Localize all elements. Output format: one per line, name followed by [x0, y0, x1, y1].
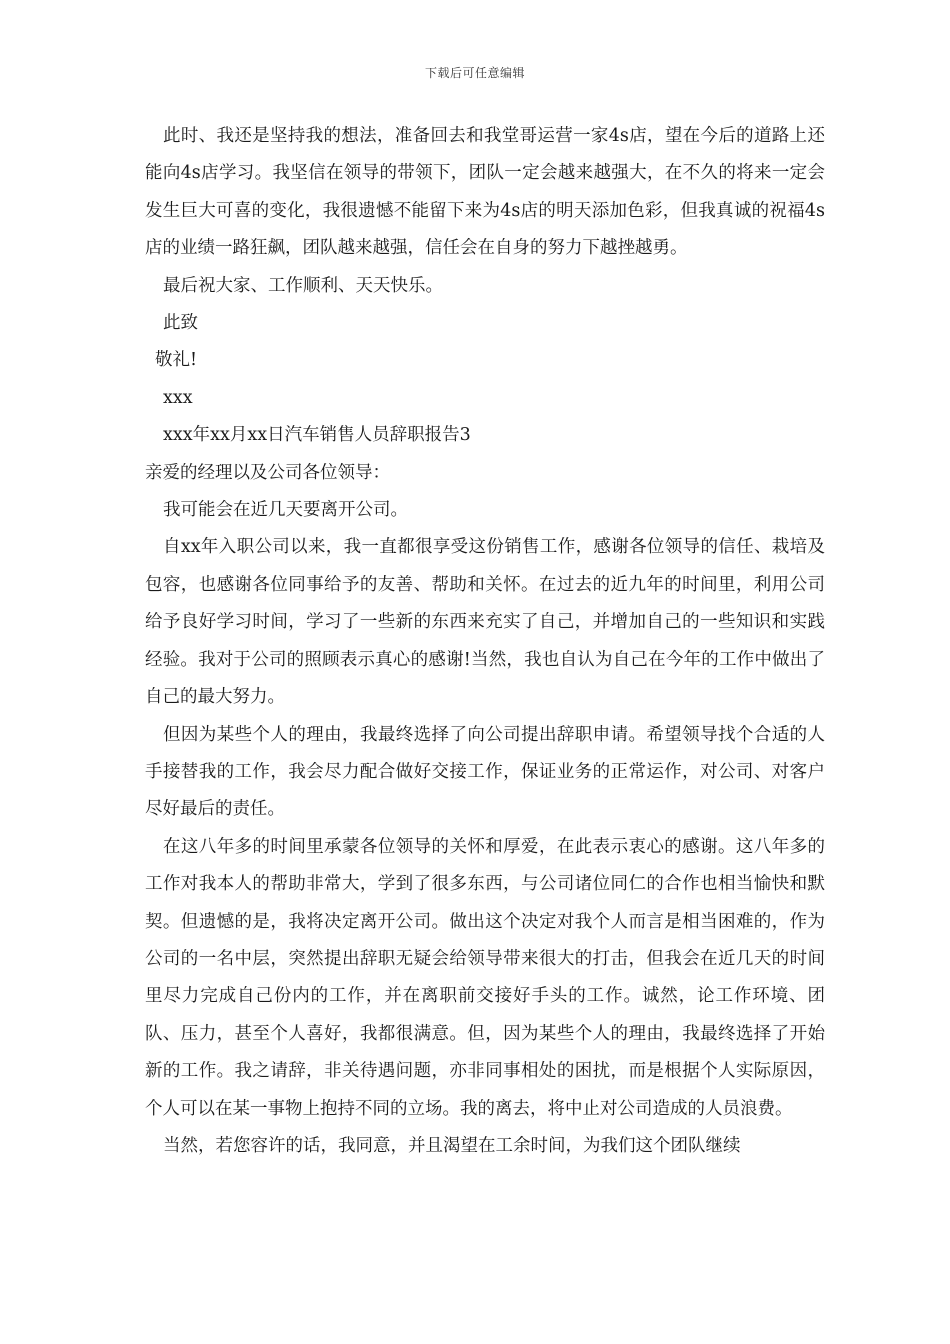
- document-body: [145, 118, 825, 1165]
- paragraph-eight-years: 在这八年多的时间里承蒙各位领导的关怀和厚爱，在此表示衷心的感谢。这八年多的工作对我本人的帮助非常大，学到了很多东西，与公司诸位同仁的合作也相当愉快和默契。但遗憾的是，我将决定离开公司。做出这个决定对我个人而言是相当困难的，作为公司的一名中层，突然提出辞职无疑会给领导带来很大的打击，但我会在近几天的时间里尽力完成自己份内的工作，并在离职前交接好手头的工作。诚然，论工作环境、团队、压力，甚至个人喜好，我都很满意。但，因为某些个人的理由，我最终选择了开始新的工作。我之请辞，非关待遇问题，亦非同事相处的困扰，而是根据个人实际原因，个人可以在某一事物上抱持不同的立场。我的离去，将中止对公司造成的人员浪费。: [145, 836, 825, 1119]
- paragraph-leaving-soon: 我可能会在近几天要离开公司。: [163, 500, 408, 521]
- paragraph-gratitude: 自xx年入职公司以来，我一直都很享受这份销售工作，感谢各位领导的信任、栽培及包容，也感谢各位同事给予的友善、帮助和关怀。在过去的近九年的时间里，利用公司给予良好学习时间，学习了一些新的东西来充实了自己，并增加自己的一些知识和实践经验。我对于公司的照顾表示真心的感谢!当然，我也自认为自己在今年的工作中做出了自己的最大努力。: [145, 537, 825, 708]
- paragraph-best-wishes: 最后祝大家、工作顺利、天天快乐。: [163, 275, 443, 296]
- paragraph-closing-plans: 此时、我还是坚持我的想法，准备回去和我堂哥运营一家4s店，望在今后的道路上还能向4s店学习。我坚信在领导的带领下，团队一定会越来越强大，在不久的将来一定会发生巨大可喜的变化，我很遗憾不能留下来为4s店的明天添加色彩，但我真诚的祝福4s店的业绩一路狂飙，团队越来越强，信任会在自身的努力下越挫越勇。: [145, 126, 825, 259]
- date-and-report-title: xxx年xx月xx日汽车销售人员辞职报告3: [163, 425, 471, 446]
- signature-name: xxx: [163, 387, 193, 408]
- paragraph-continuation: 当然，若您容许的话，我同意，并且渴望在工余时间，为我们这个团队继续: [163, 1135, 741, 1156]
- salutation-jingli: 敬礼!: [155, 350, 198, 371]
- greeting: 亲爱的经理以及公司各位领导：: [145, 462, 390, 483]
- paragraph-resignation-request: 但因为某些个人的理由，我最终选择了向公司提出辞职申请。希望领导找个合适的人手接替我的工作，我会尽力配合做好交接工作，保证业务的正常运作，对公司、对客户尽好最后的责任。: [145, 724, 825, 820]
- salutation-cizhi: 此致: [163, 313, 198, 334]
- page-header: 下载后可任意编辑: [424, 66, 525, 80]
